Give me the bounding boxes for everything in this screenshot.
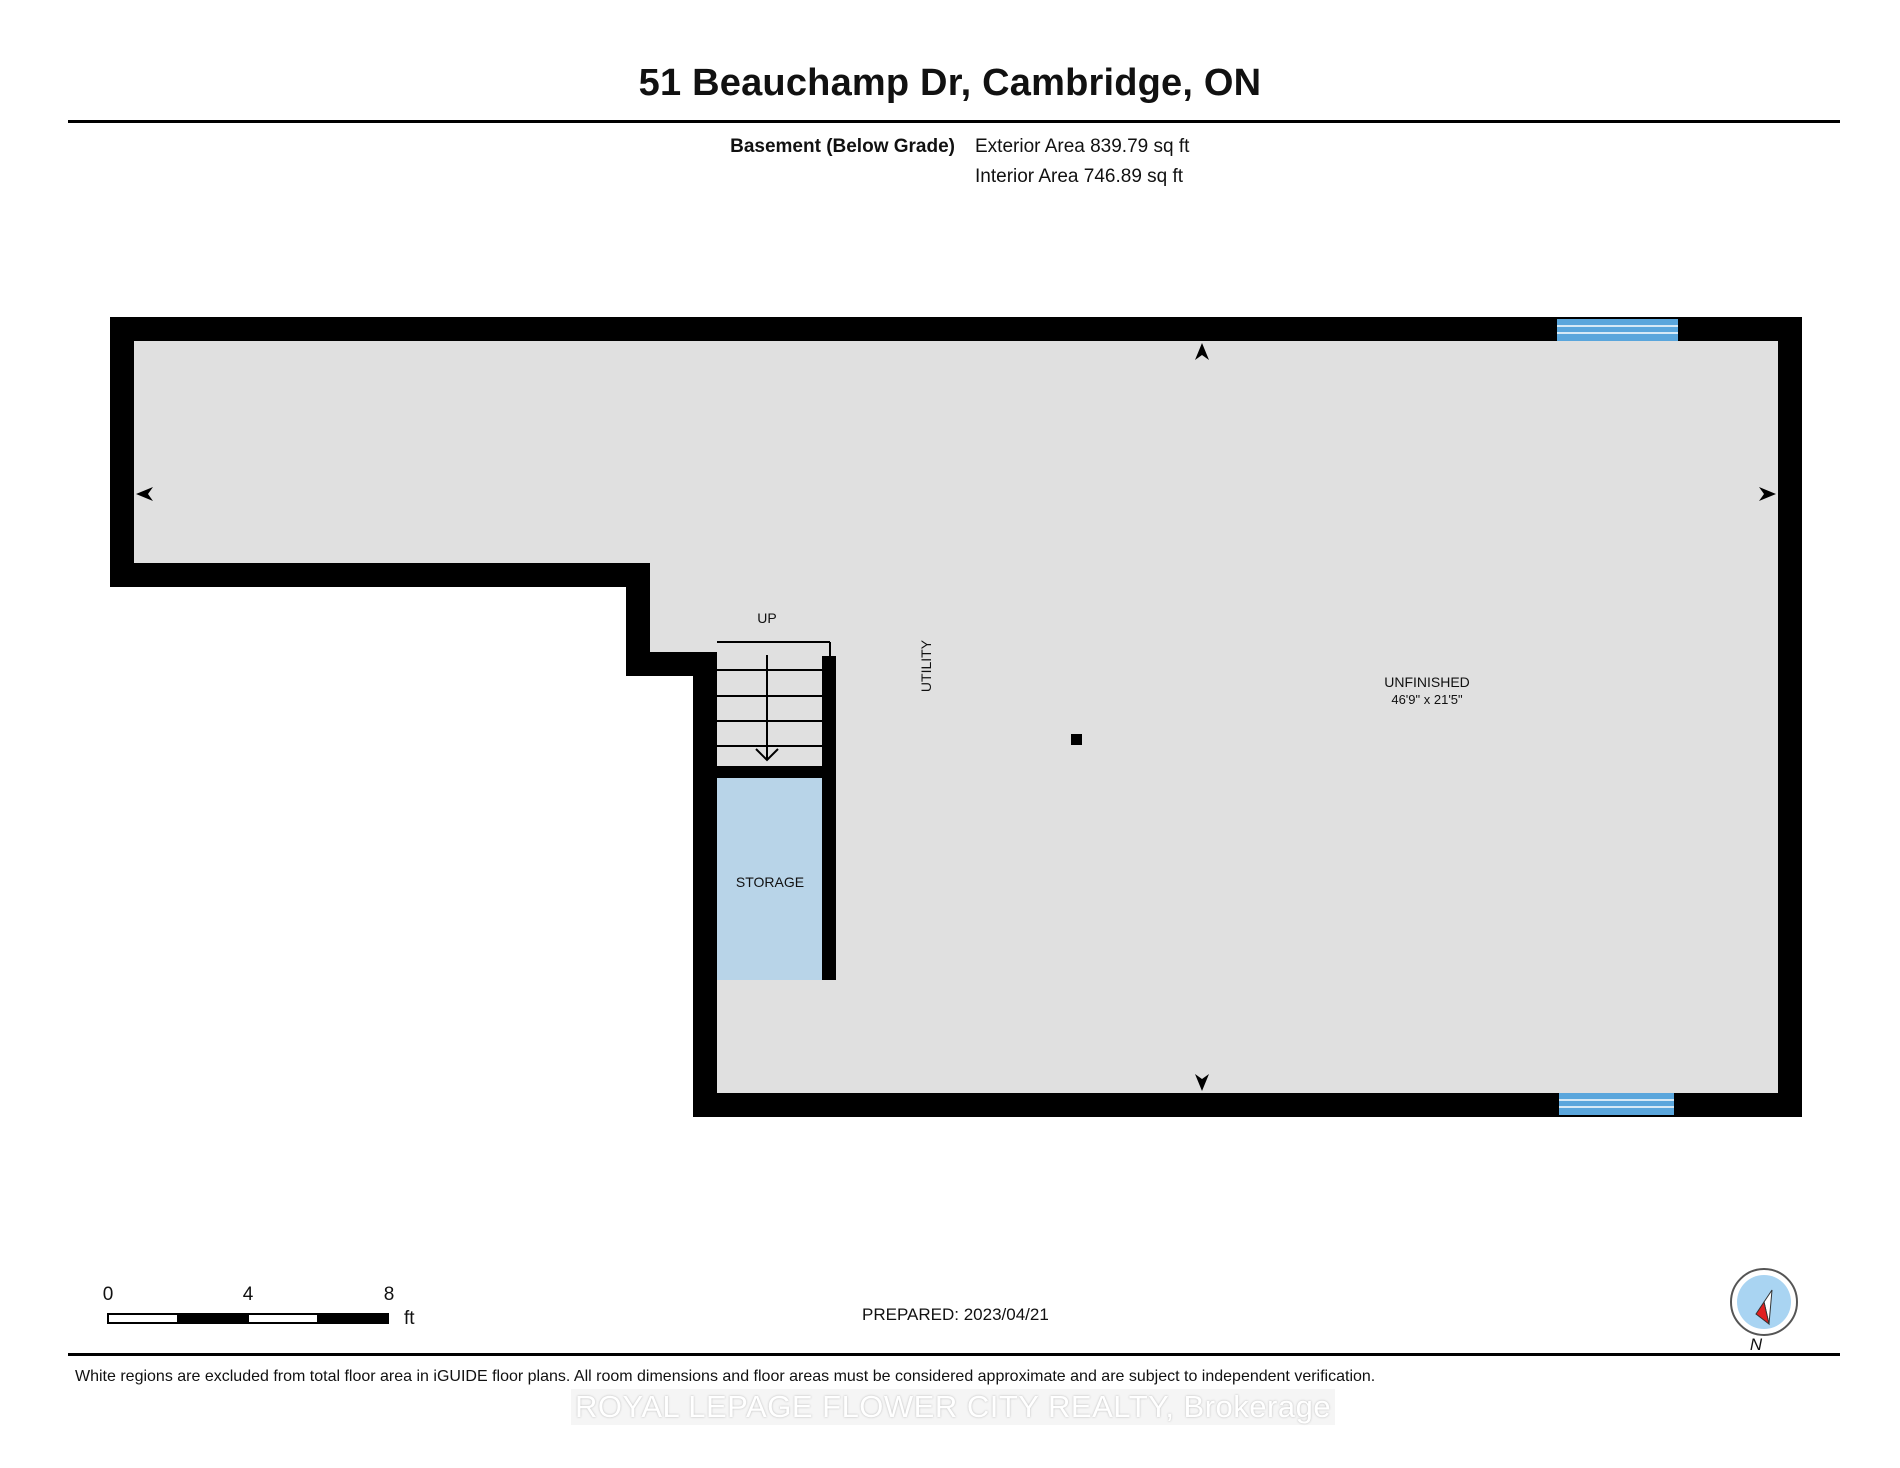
floor-label: Basement (Below Grade): [730, 136, 955, 157]
scale-unit: ft: [404, 1308, 415, 1329]
footer-rule: [68, 1353, 1840, 1356]
window-top: [1557, 319, 1678, 341]
scale-tick-4: 4: [242, 1284, 254, 1305]
brokerage-watermark: ROYAL LEPAGE FLOWER CITY REALTY, Brokerage: [571, 1389, 1335, 1425]
room-dimensions-unfinished: 46'9" x 21'5": [1391, 692, 1463, 707]
support-post: [1071, 734, 1082, 745]
scale-bar: [96, 1282, 436, 1342]
storage-top-wall: [711, 766, 836, 778]
stairs-label: UP: [757, 610, 777, 626]
scale-tick-0: 0: [102, 1284, 114, 1305]
interior-area: Interior Area 746.89 sq ft: [975, 166, 1184, 187]
room-label-storage: STORAGE: [735, 874, 805, 890]
floor-area: [134, 341, 1778, 1093]
window-bottom: [1559, 1093, 1674, 1115]
exterior-area: Exterior Area 839.79 sq ft: [975, 136, 1190, 157]
compass-icon: [1725, 1262, 1805, 1352]
scale-tick-8: 8: [383, 1284, 395, 1305]
disclaimer-text: White regions are excluded from total floor area in iGUIDE floor plans. All room dimensions and floor areas must be considered approximate and are subject to independent verification.: [75, 1368, 1376, 1385]
room-label-unfinished: UNFINISHED: [1384, 674, 1470, 690]
room-label-utility: UTILITY: [918, 639, 934, 693]
page-title: 51 Beauchamp Dr, Cambridge, ON: [638, 62, 1262, 104]
stair-wall: [822, 656, 836, 980]
compass-north-label: N: [1749, 1335, 1763, 1352]
prepared-date: PREPARED: 2023/04/21: [862, 1305, 1049, 1324]
